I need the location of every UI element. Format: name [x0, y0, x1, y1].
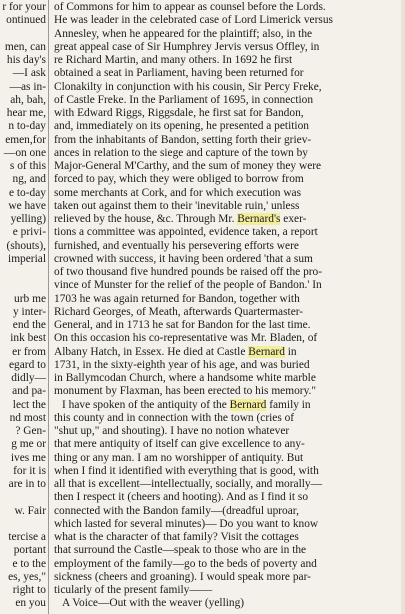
left-column-line: er from: [12, 345, 46, 358]
article-line: [62, 597, 399, 609]
left-column-line: es, yes,": [8, 570, 46, 583]
article-line: [54, 1, 399, 13]
left-column-line: we have: [8, 199, 46, 212]
article-line: [54, 425, 399, 437]
article-line: [54, 253, 399, 265]
article-text: then I respect it (cheers and hooting). And as I find it so: [54, 491, 309, 504]
article-text: monument by Flaxman, has been erected to his memory.": [54, 385, 317, 398]
left-column-line: r for your: [2, 1, 46, 13]
article-text: vince of Munster for the relief of the people of Bandon.' In: [54, 279, 322, 292]
left-column-line: portant: [13, 544, 46, 557]
article-text: in: [284, 345, 297, 358]
left-column-line: right to: [12, 584, 46, 596]
article-line: [54, 54, 399, 66]
article-line: [54, 346, 399, 358]
article-text: On this occasion his co-representative was Mr. Bladen, of: [54, 332, 318, 345]
left-column-line: hear me,: [6, 107, 46, 119]
highlighted-search-term: Bernard: [229, 398, 267, 411]
article-text: thing or any man. I am no worshipper of antiquity. But: [54, 451, 304, 464]
article-text: which lasted for several minutes)— Do you want to know: [54, 517, 319, 530]
article-line: [54, 412, 399, 424]
article-text: re Richard Martin, and many others. In 1692 he first: [54, 54, 293, 66]
article-line: [54, 187, 399, 199]
article-line: [54, 147, 399, 159]
article-line: [54, 67, 399, 79]
left-column-line: —as in-: [9, 80, 46, 93]
article-text: tions a committee was appointed, evidence taken, a report: [54, 226, 318, 239]
article-text: that mere antiquity of itself can give excellence to any-: [54, 438, 305, 451]
article-text: Clonakilty in conjunction with his cousin, Sir Percy Freke,: [54, 80, 322, 93]
article-text: 1731, in the sixty-eighth year of his age, and was buried: [54, 358, 310, 371]
article-text: relieved by the house, &c. Through Mr.: [54, 213, 238, 225]
article-text: from the inhabitants of Bandon, setting forth their griev-: [54, 133, 312, 146]
article-text: what is the character of that family? Visit the cottages: [54, 531, 299, 543]
article-text: connected with the Bandon family—(dreadful uproar,: [54, 504, 299, 517]
left-column-line: y inter-: [13, 305, 46, 318]
article-text: Annesley, when he appeared for the plaintiff; also, in the: [54, 27, 313, 40]
article-text: crowned with success, it having been ordered 'that a sum: [54, 252, 313, 265]
article-line: [54, 266, 399, 278]
article-line: [54, 94, 399, 106]
article-line: [54, 385, 399, 397]
article-line: [54, 452, 399, 464]
article-text: and, immediately on its opening, he presented a petition: [54, 120, 309, 133]
left-column-line: —on one: [3, 146, 46, 159]
article-line: [54, 491, 399, 503]
article-text: taken out against them to their 'inevitable ruin,' unless: [54, 199, 300, 212]
highlighted-search-term: Bernard's: [237, 213, 281, 225]
article-text: that surround the Castle—speak to those who are in the: [54, 544, 307, 557]
left-column-line: imperial: [8, 252, 46, 265]
left-column-line: nd most: [9, 411, 46, 424]
left-column-line: e privi-: [12, 226, 46, 239]
left-column-line: ink best: [10, 332, 46, 345]
article-text: He was leader in the celebrated case of Lord Limerick versus: [54, 14, 333, 27]
article-line: [54, 518, 399, 530]
article-line: [54, 293, 399, 305]
left-column-line: emen,for: [5, 133, 46, 146]
article-line: [54, 173, 399, 185]
article-line: [54, 478, 399, 490]
article-line: [54, 134, 399, 146]
article-line: [54, 571, 399, 583]
article-line: [54, 41, 399, 53]
left-column-line: men, can: [4, 40, 46, 53]
article-line: [54, 306, 399, 318]
article-text: A Voice—Out with the weaver (yelling): [62, 597, 245, 610]
article-line: [54, 279, 399, 291]
article-line: [54, 213, 399, 225]
left-column-line: ? Gen-: [15, 425, 46, 437]
column-divider: [48, 0, 49, 614]
article-text: forced to pay, which they were obliged to borrow from: [54, 173, 304, 186]
article-line: [54, 359, 399, 371]
left-column-line: e to-day: [8, 186, 46, 199]
left-column-line: w. Fair: [14, 504, 46, 517]
article-line: [54, 372, 399, 384]
article-line: [54, 120, 399, 132]
article-text: employment of the family—go to the beds of poverty and: [54, 557, 317, 570]
left-column-line: and pa-: [12, 385, 46, 398]
article-text: obtained a seat in Parliament, having been returned for: [54, 67, 304, 80]
article-line: [54, 531, 399, 543]
article-text: "shut up," and shouting). I have no notion whatever: [54, 425, 290, 437]
article-text: 1703 he was again returned for Bandon, together with: [54, 292, 300, 305]
left-column-line: ontinued: [6, 14, 46, 27]
left-column-line: tercise a: [8, 531, 46, 543]
article-line: [54, 319, 399, 331]
article-line: [54, 14, 399, 26]
article-line: [54, 226, 399, 238]
article-line: [54, 28, 399, 40]
article-text: in Ballymcodan Church, where a handsome white marble: [54, 372, 316, 384]
left-column-line: for it is: [13, 464, 46, 477]
left-column-line: (shouts),: [6, 239, 46, 252]
left-column-line: g me or: [11, 438, 46, 451]
left-column-line: egard to: [8, 358, 46, 371]
left-column-line: his day's: [6, 54, 46, 66]
article-text: some merchants at Cork, and for which execution was: [54, 186, 302, 199]
left-column-line: ives me: [10, 451, 46, 464]
page-edge: [401, 0, 405, 614]
article-text: when I find it identified with everything that is good, with: [54, 464, 319, 477]
article-line: [54, 160, 399, 172]
left-column-line: ng, and: [12, 173, 46, 186]
article-line: [54, 81, 399, 93]
article-text: ticularly of the present family——: [54, 584, 213, 596]
article-text: with Edward Riggs, Riggsdale, he first sat for Bandon,: [54, 107, 304, 119]
article-line: [54, 465, 399, 477]
article-line: [62, 399, 399, 411]
article-line: [54, 200, 399, 212]
article-text: great appeal case of Sir Humphrey Jervis versus Offley, in: [54, 40, 320, 53]
left-column-line: ah, bah,: [10, 93, 46, 106]
article-line: [54, 332, 399, 344]
article-text: General, and in 1713 he sat for Bandon for the last time.: [54, 319, 311, 331]
article-line: [54, 558, 399, 570]
left-column-line: urb me: [14, 292, 46, 305]
article-text: of two thousand five hundred pounds be raised off the pro-: [54, 266, 323, 278]
article-text: furnished, and eventually his persevering efforts were: [54, 239, 299, 252]
left-column-line: n to-day: [8, 120, 46, 133]
left-column-line: yelling): [10, 213, 46, 225]
left-column-line: s of this: [9, 160, 46, 172]
left-column-line: lect the: [12, 398, 46, 411]
main-article-column: [54, 0, 399, 614]
article-text: of Castle Freke. In the Parliament of 1695, in connection: [54, 93, 314, 106]
article-text: exer-: [280, 213, 307, 225]
article-text: this county and in connection with the town (cries of: [54, 411, 295, 424]
left-column-line: didly—: [11, 372, 46, 384]
article-text: sickness (cheers and groaning). I would speak more par-: [54, 570, 311, 583]
article-line: [54, 584, 399, 596]
article-text: Major-General M'Carthy, and the sum of money they were: [54, 160, 322, 172]
article-text: all that is excellent—intellectually, socially, and morally—: [54, 478, 323, 490]
article-line: [54, 505, 399, 517]
left-column-line: —I ask: [12, 67, 46, 80]
article-text: family in: [266, 398, 311, 411]
left-column-line: en you: [15, 597, 46, 610]
article-line: [54, 544, 399, 556]
left-column-fragment: [0, 0, 46, 614]
article-line: [54, 107, 399, 119]
article-text: I have spoken of the antiquity of the: [62, 398, 230, 411]
article-text: Albany Hatch, in Essex. He died at Castle: [54, 345, 249, 358]
article-text: of Commons for him to appear as counsel before the Lords.: [54, 1, 326, 13]
article-line: [54, 438, 399, 450]
article-text: ances in relation to the siege and capture of the town by: [54, 146, 308, 159]
article-text: Richard Georges, of Meath, afterwards Quartermaster-: [54, 305, 304, 318]
left-column-line: end the: [12, 319, 46, 331]
highlighted-search-term: Bernard: [248, 345, 285, 358]
left-column-line: are in to: [8, 478, 46, 490]
article-line: [54, 240, 399, 252]
left-column-line: e to the: [12, 557, 46, 570]
